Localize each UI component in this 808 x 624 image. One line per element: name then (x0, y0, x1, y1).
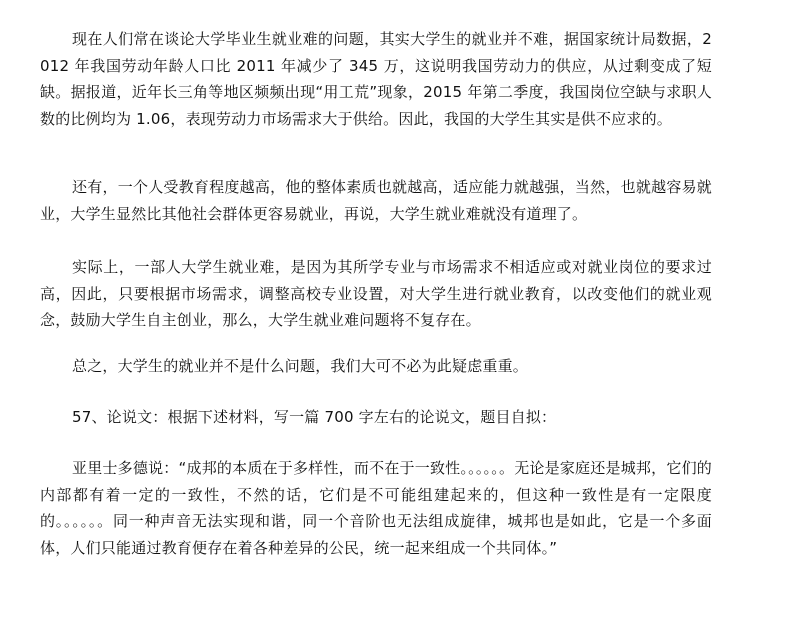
paragraph-education-level: 还有，一个人受教育程度越高，他的整体素质也就越高，适应能力就越强，当然，也就越容易就业，大学生显然比其他社会群体更容易就业，再说，大学生就业难就没有道理了。 (40, 178, 712, 223)
paragraph-employment-supply: 现在人们常在谈论大学毕业生就业难的问题，其实大学生的就业并不难，据国家统计局数据，2012 年我国劳动年龄人口比 2011 年减少了 345 万，这说明我国劳动力的供应，从过剩变成了短缺。据报道，近年长三角等地区频频出现“用工荒”现象，2015 年第二季度，我国岗位空缺与求职人数的比例均为 1.06，表现劳动力市场需求大于供给。因此，我国的大学生其实是供不应求的。 (40, 30, 712, 128)
paragraph-conclusion: 总之，大学生的就业并不是什么问题，我们大可不必为此疑虑重重。 (72, 357, 529, 375)
aristotle-quote-paragraph: 亚里士多德说：“成邦的本质在于多样性，而不在于一致性。。。。。。无论是家庭还是城邦，它们的内部都有着一定的一致性，不然的话，它们是不可能组建起来的，但这种一致性是有一定限度的。。。。。。同一种声音无法实现和谐，同一个音阶也无法组成旋律，城邦也是如此，它是一个多面体，人们只能通过教育便存在着各种差异的公民，统一起来组成一个共同体。” (40, 459, 712, 557)
question-57-prompt: 57、论说文：根据下述材料，写一篇 700 字左右的论说文，题目自拟： (72, 408, 557, 426)
paragraph-major-mismatch: 实际上，一部人大学生就业难，是因为其所学专业与市场需求不相适应或对就业岗位的要求过高，因此，只要根据市场需求，调整高校专业设置，对大学生进行就业教育，以改变他们的就业观念，鼓励大学生自主创业，那么，大学生就业难问题将不复存在。 (40, 258, 712, 329)
